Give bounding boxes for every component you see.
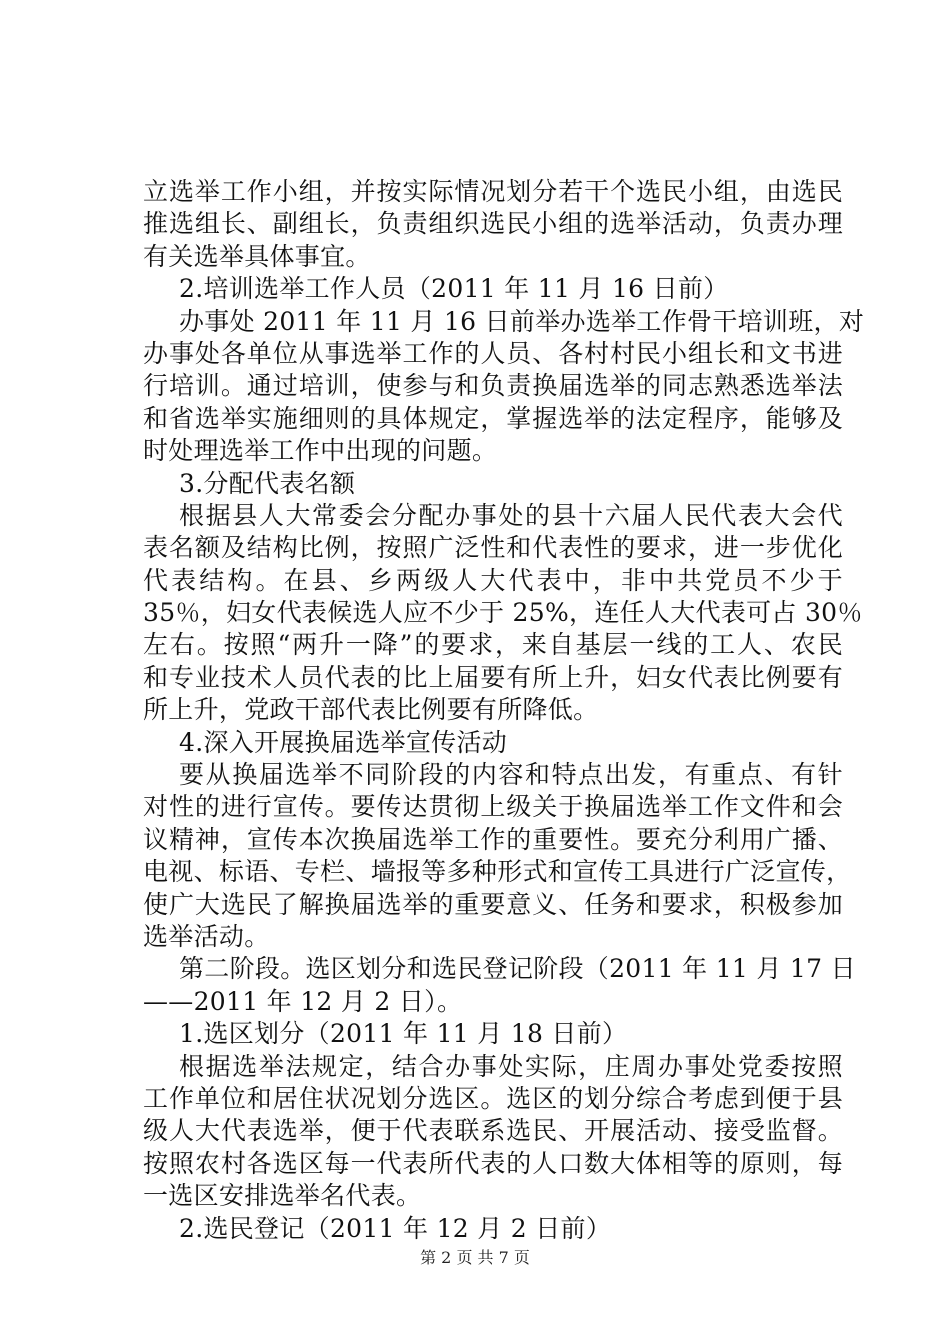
text-line: 电视、标语、专栏、墙报等多种形式和宣传工具进行广泛宣传，: [143, 857, 852, 887]
text-line: 办事处 2011 年 11 月 16 日前举办选举工作骨干培训班，对: [179, 306, 865, 336]
text-line: 使广大选民了解换届选举的重要意义、任务和要求，积极参加: [143, 889, 843, 919]
text-line: 1.选区划分（2011 年 11 月 18 日前）: [179, 1019, 628, 1049]
text-line: 一选区安排选举名代表。: [143, 1181, 422, 1211]
document-body: [143, 176, 865, 1245]
text-line: 根据县人大常委会分配办事处的县十六届人民代表大会代: [179, 500, 843, 530]
text-line: 有关选举具体事宜。: [143, 241, 371, 271]
text-line: 行培训。通过培训，使参与和负责换届选举的同志熟悉选举法: [143, 371, 843, 401]
text-line: 2.选民登记（2011 年 12 月 2 日前）: [179, 1213, 612, 1243]
text-line: 和省选举实施细则的具体规定，掌握选举的法定程序，能够及: [143, 403, 843, 433]
text-line: 代表结构。在县、乡两级人大代表中，非中共党员不少于: [143, 565, 843, 595]
page-footer: 第 2 页 共 7 页: [420, 1248, 530, 1267]
text-line: 选举活动。: [143, 921, 270, 951]
text-line: 议精神，宣传本次换届选举工作的重要性。要充分利用广播、: [143, 824, 843, 854]
text-line: ——2011 年 12 月 2 日）。: [143, 986, 463, 1016]
text-line: 级人大代表选举，便于代表联系选民、开展活动、接受监督。: [143, 1116, 843, 1146]
text-line: 第二阶段。选区划分和选民登记阶段（2011 年 11 月 17 日: [179, 954, 856, 984]
text-line: 对性的进行宣传。要传达贯彻上级关于换届选举工作文件和会: [143, 792, 843, 822]
text-line: 表名额及结构比例，按照广泛性和代表性的要求，进一步优化: [143, 533, 843, 563]
text-line: 办事处各单位从事选举工作的人员、各村村民小组长和文书进: [143, 338, 843, 368]
text-line: 根据选举法规定，结合办事处实际，庄周办事处党委按照: [179, 1051, 843, 1081]
text-line: 4.深入开展换届选举宣传活动: [179, 727, 508, 757]
text-line: 35％，妇女代表候选人应不少于 25%，连任人大代表可占 30％: [143, 598, 863, 628]
text-line: 时处理选举工作中出现的问题。: [143, 436, 498, 466]
text-line: 左右。按照“两升一降”的要求，来自基层一线的工人、农民: [143, 630, 843, 660]
text-line: 工作单位和居住状况划分选区。选区的划分综合考虑到便于县: [143, 1083, 843, 1113]
text-line: 按照农村各选区每一代表所代表的人口数大体相等的原则，每: [143, 1148, 843, 1178]
text-line: 2.培训选举工作人员（2011 年 11 月 16 日前）: [179, 274, 729, 304]
text-line: 立选举工作小组，并按实际情况划分若干个选民小组，由选民: [143, 177, 843, 206]
text-line: 要从换届选举不同阶段的内容和特点出发，有重点、有针: [179, 760, 843, 790]
text-line: 推选组长、副组长，负责组织选民小组的选举活动，负责办理: [143, 209, 843, 239]
text-line: 和专业技术人员代表的比上届要有所上升，妇女代表比例要有: [143, 662, 843, 692]
text-line: 3.分配代表名额: [179, 468, 356, 498]
text-line: 所上升，党政干部代表比例要有所降低。: [143, 695, 599, 725]
